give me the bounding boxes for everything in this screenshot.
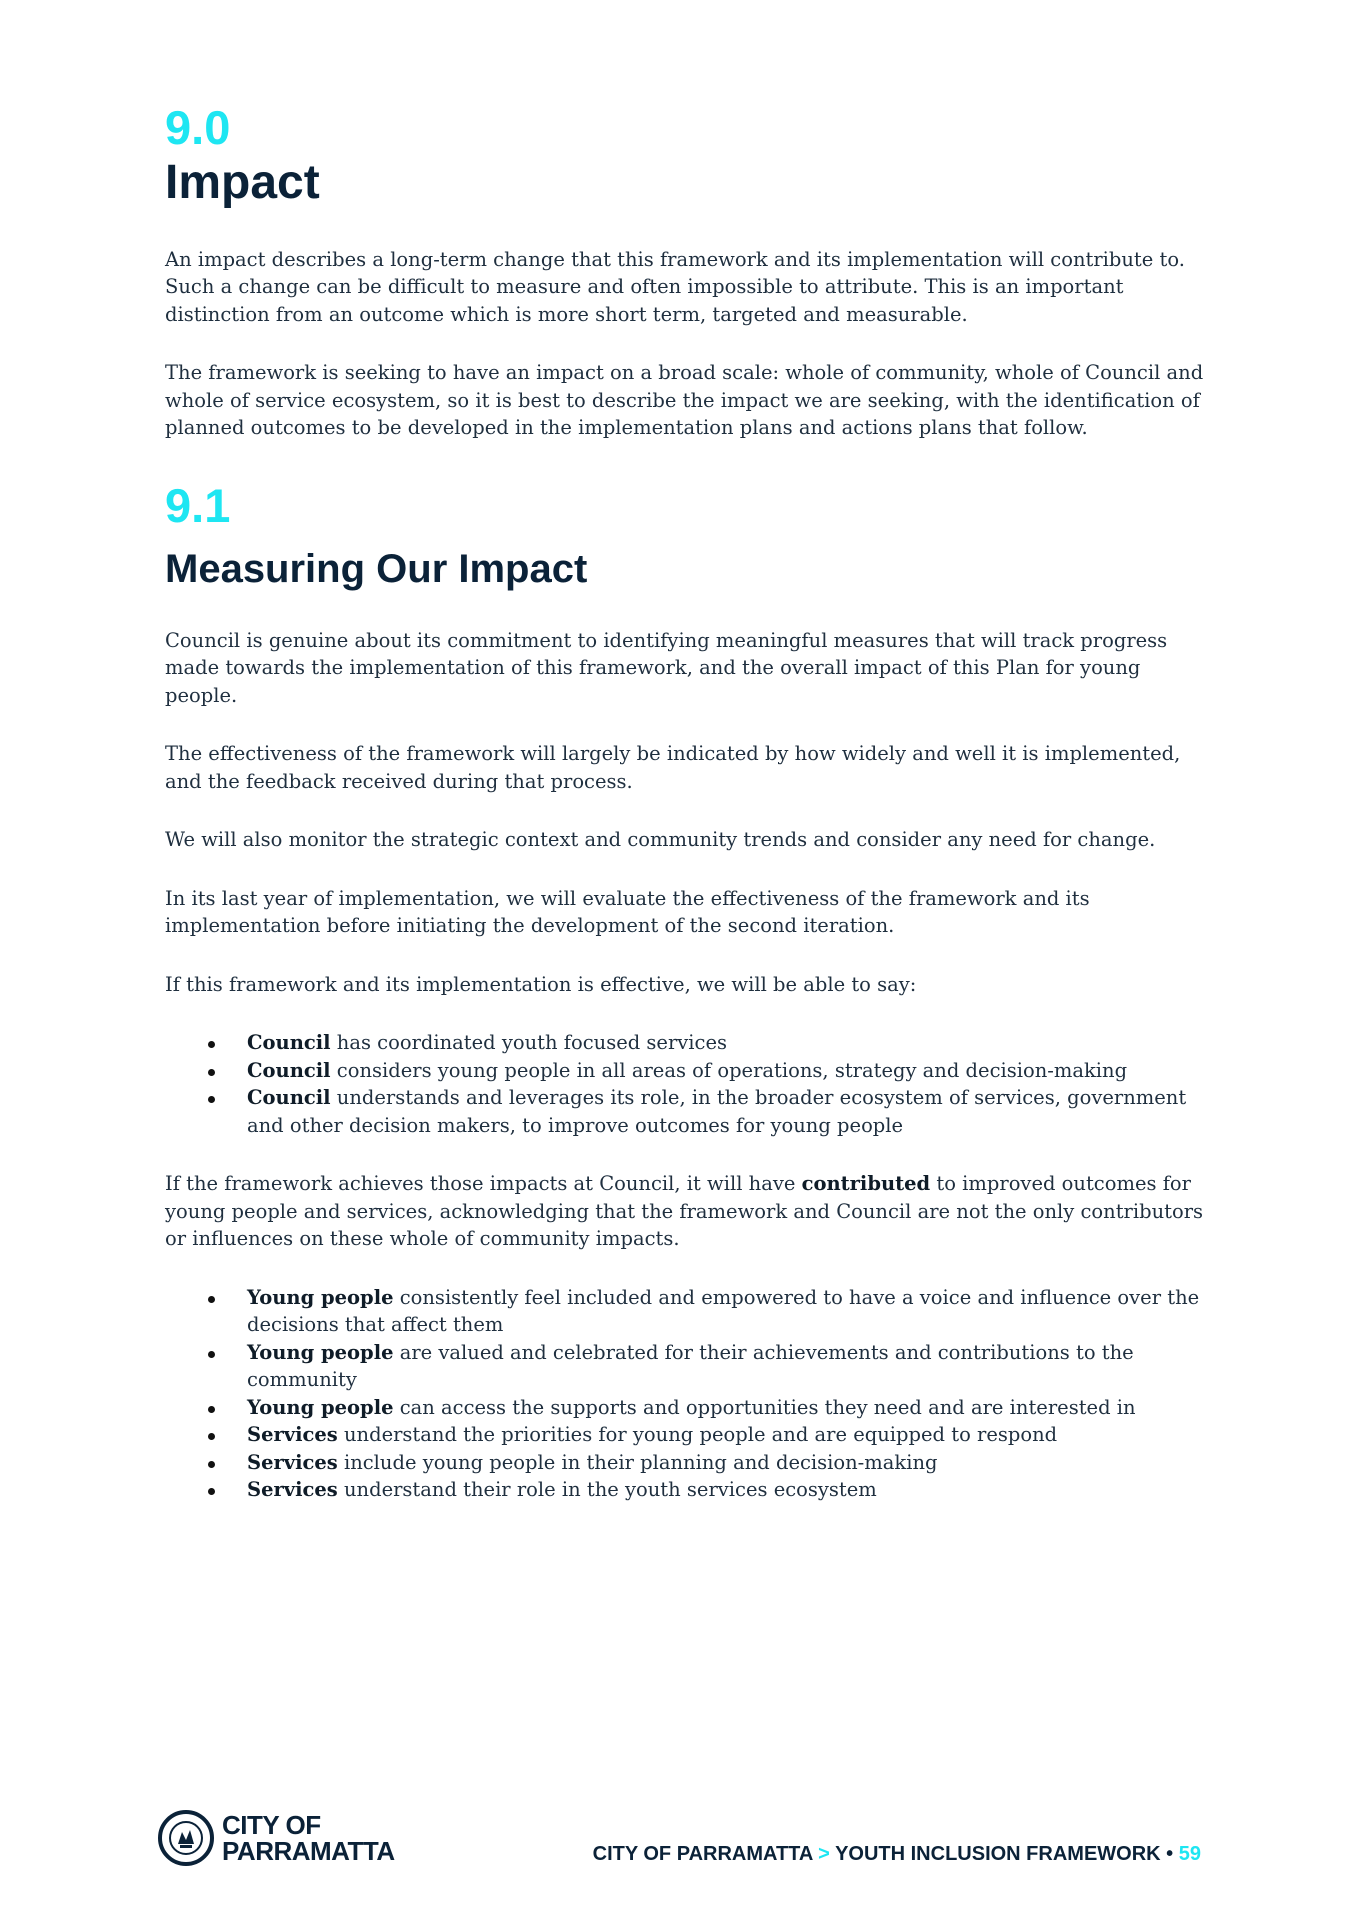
bullet-icon [208,1069,215,1076]
section-title-measuring: Measuring Our Impact [165,546,588,591]
footer-doc-title: YOUTH INCLUSION FRAMEWORK [835,1843,1161,1865]
measuring-paragraph-4: In its last year of implementation, we will evaluate the effectiveness of the framework and its implementation before initiating the development of the second iteration. [165,886,1090,938]
list-item [165,1029,1205,1057]
impact-paragraph-2: The framework is seeking to have an impact on a broad scale: whole of community, whole of Council and whole of service ecosystem, so it is best to describe the impact we are seeking, with the identification of planned outcomes to be developed in the implementation plans and actions plans that follow. [165,361,1204,440]
bullet-icon [208,1041,215,1048]
list-item-subject: Council [247,1031,331,1055]
list-item [165,1084,1205,1139]
bullet-icon [208,1351,215,1358]
measuring-paragraph-3: We will also monitor the strategic context and community trends and consider any need for change. [165,828,1156,852]
impact-paragraph-1: An impact describes a long-term change that this framework and its implementation will contribute to. Such a change can be difficult to measure and often impossible to attribute. This is an important distinction from an outcome which is more short term, targeted and measurable. [165,247,1185,326]
list-item [165,1449,1205,1477]
list-item-subject: Young people [247,1340,394,1364]
bullet-icon [208,1433,215,1440]
list-item-text: understands and leverages its role, in the broader ecosystem of services, government and other decision makers, to improve outcomes for young people [247,1086,1187,1137]
bullet-icon [208,1296,215,1303]
section-9-1 [165,478,1205,591]
footer-running-title [593,1843,1201,1866]
list-item-subject: Services [247,1478,338,1502]
logo-line-2: PARRAMATTA [222,1836,395,1866]
section-title-impact: Impact [165,156,320,209]
list-item-subject: Young people [247,1395,394,1419]
page-number: 59 [1178,1843,1201,1865]
list-item-text: has coordinated youth focused services [330,1031,728,1055]
list-item [165,1339,1205,1394]
page-content [165,101,1205,1504]
bullet-icon [208,1406,215,1413]
city-logo [158,1810,395,1866]
list-item-text: consistently feel included and empowered to have a voice and influence over the decisions that affect them [247,1285,1200,1337]
list-item [165,1394,1205,1422]
contribution-bold: contributed [801,1172,931,1196]
measuring-paragraph-1: Council is genuine about its commitment to identifying meaningful measures that will track progress made towards the implementation of this framework, and the overall impact of this Plan for young people. [165,628,1168,707]
bullet-icon [208,1488,215,1495]
footer-bullet: • [1166,1843,1174,1865]
measuring-paragraph-2: The effectiveness of the framework will largely be indicated by how widely and well it is implemented, and the feedback received during that process. [165,742,1181,793]
logo-wordmark [222,1812,395,1864]
list-item-subject: Services [247,1423,338,1447]
list-item-subject: Council [247,1086,331,1110]
list-item-text: understand their role in the youth services ecosystem [337,1478,877,1502]
list-item-text: are valued and celebrated for their achievements and contributions to the community [247,1340,1134,1392]
contribution-text-before: If the framework achieves those impacts at Council, it will have [165,1172,802,1196]
city-seal-icon [158,1810,214,1866]
list-item-text: considers young people in all areas of operations, strategy and decision-making [330,1058,1128,1082]
list-item [165,1421,1205,1449]
council-impact-list [165,1029,1205,1139]
list-item-subject: Services [247,1450,338,1474]
section-number-9-0: 9.0 [165,101,231,154]
section-number-9-1: 9.1 [165,478,231,532]
contribution-text-after: to improved outcomes for young people and services, acknowledging that the framework and Council are not the only contributors or influences on these whole of community impacts. [165,1172,1204,1251]
contribution-paragraph [165,1170,1205,1253]
list-item-text: can access the supports and opportunities they need and are interested in [393,1395,1136,1419]
list-item-subject: Council [247,1058,331,1082]
community-impact-list [165,1284,1205,1504]
footer-org: CITY OF PARRAMATTA [592,1843,813,1865]
list-item [165,1284,1205,1339]
bullet-icon [208,1461,215,1468]
footer-separator: > [818,1843,830,1865]
measuring-paragraph-5: If this framework and its implementation is effective, we will be able to say: [165,972,917,996]
bullet-icon [208,1096,215,1103]
logo-line-1: CITY OF [222,1810,321,1840]
list-item-subject: Young people [247,1285,394,1309]
list-item-text: understand the priorities for young people and are equipped to respond [337,1423,1058,1447]
list-item [165,1057,1205,1085]
list-item-text: include young people in their planning and decision-making [337,1450,938,1474]
list-item [165,1476,1205,1504]
